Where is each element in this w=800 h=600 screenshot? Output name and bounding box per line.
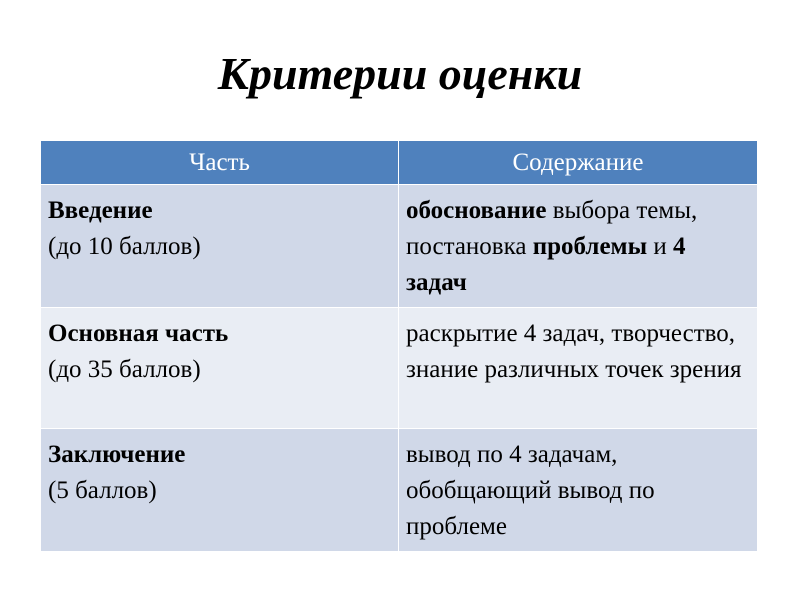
content-cell [399, 429, 758, 552]
header-part: Часть [41, 141, 399, 185]
part-name: Основная часть [48, 320, 229, 347]
part-points: (до 10 баллов) [48, 233, 201, 260]
table-header-row [41, 141, 758, 185]
content-segment: обоснование [406, 197, 547, 224]
part-cell [41, 429, 399, 552]
content-segment: выбора темы, постановка [406, 197, 698, 260]
content-segment: 4 задач [406, 233, 686, 296]
part-name: Заключение [48, 441, 186, 468]
table-row [41, 429, 758, 552]
header-content: Содержание [399, 141, 758, 185]
part-name: Введение [48, 197, 153, 224]
content-segment: вывод по 4 задачам, обобщающий вывод по проблеме [406, 441, 655, 540]
content-segment: проблемы [532, 233, 648, 260]
part-points: (до 35 баллов) [48, 356, 201, 383]
part-cell [41, 308, 399, 429]
criteria-table [40, 140, 758, 552]
part-points: (5 баллов) [48, 477, 157, 504]
table-row [41, 308, 758, 429]
content-segment: и [647, 233, 673, 260]
slide-title: Критерии оценки [217, 48, 583, 99]
content-cell [399, 185, 758, 308]
content-segment: раскрытие 4 задач, творчество, знание различных точек зрения [406, 320, 742, 383]
content-cell [399, 308, 758, 429]
part-cell [41, 185, 399, 308]
table-row [41, 185, 758, 308]
